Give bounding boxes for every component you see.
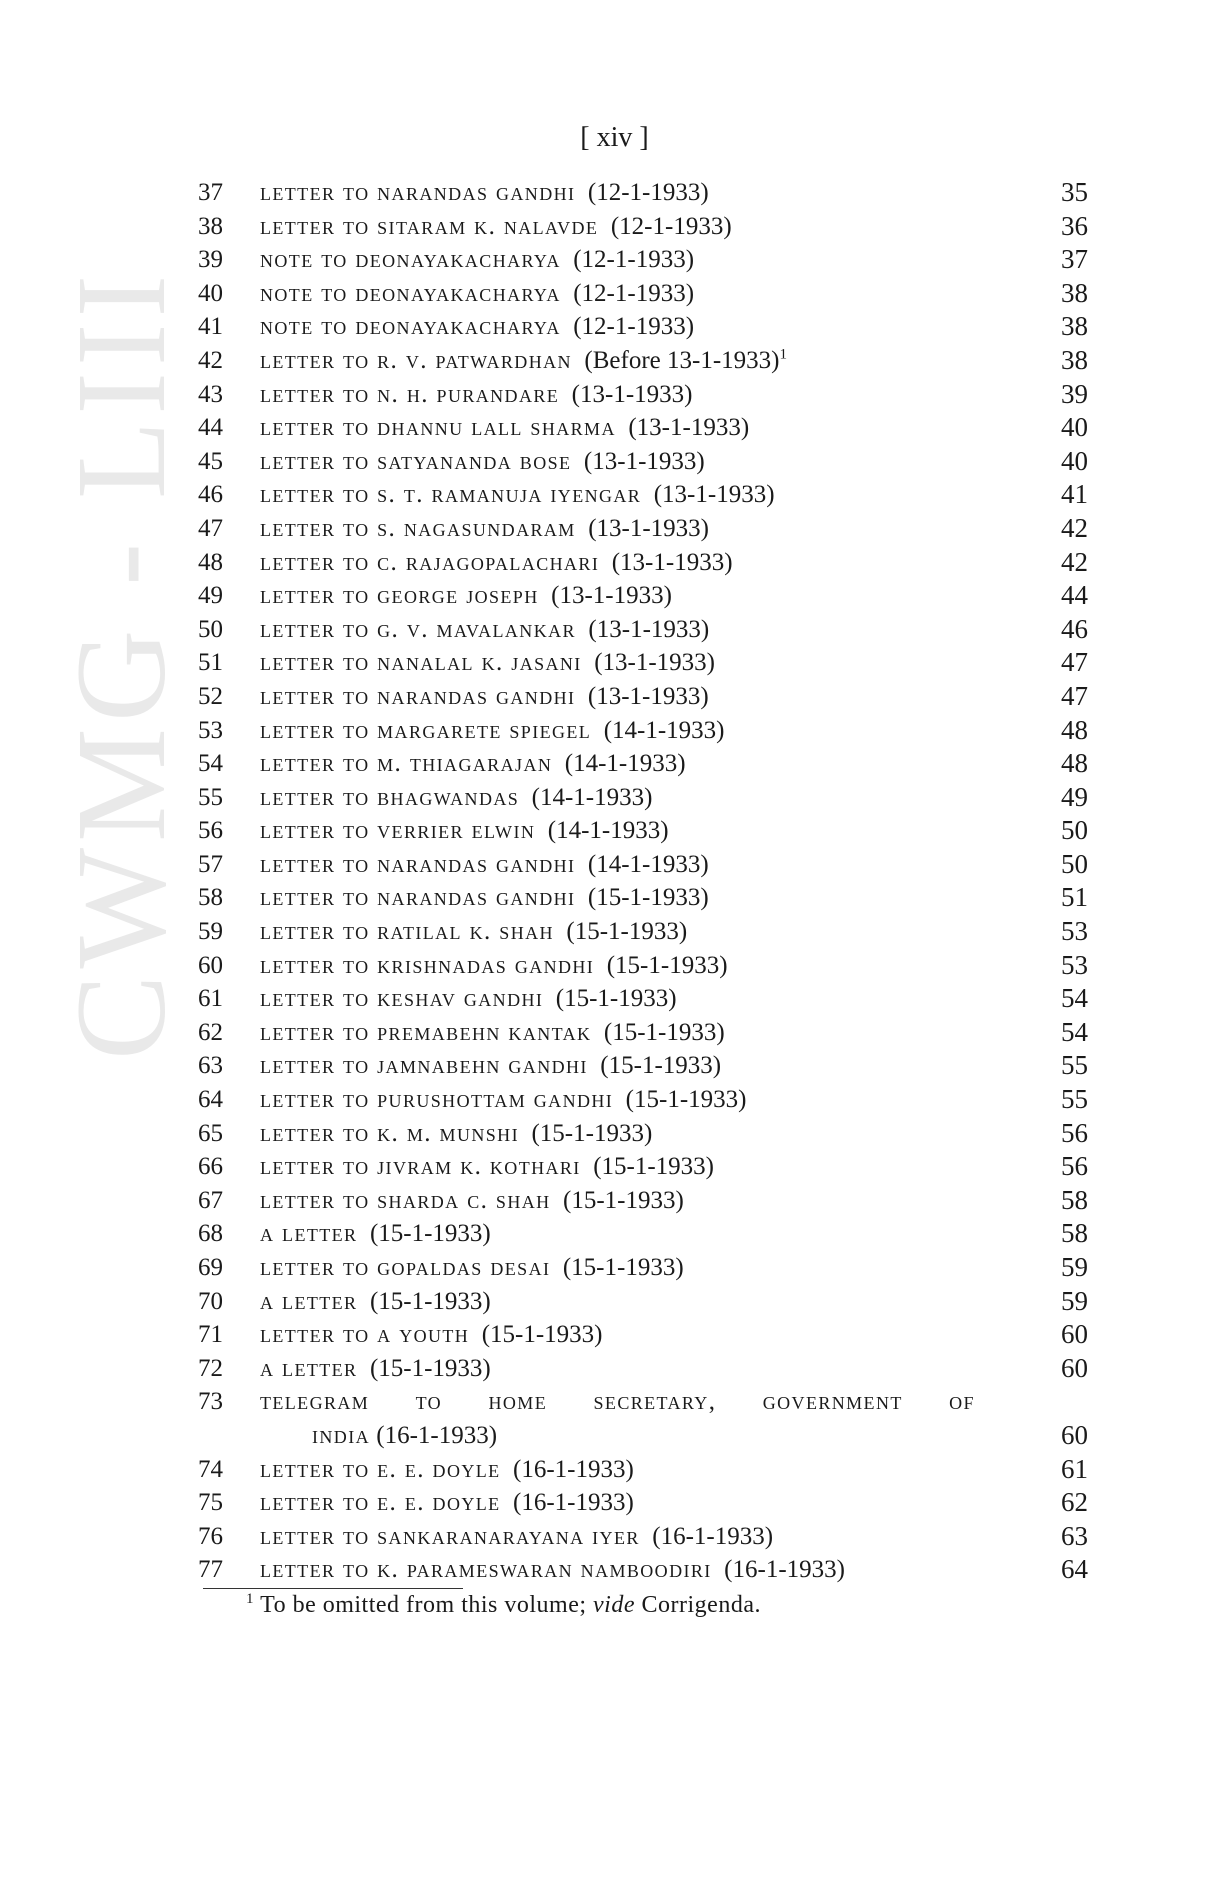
entry-date: (15-1-1933) <box>555 985 677 1013</box>
entry-title-text: letter to k. m. munshi <box>260 1119 519 1147</box>
entry-page: 49 <box>1061 781 1088 812</box>
entry-title <box>260 210 1008 244</box>
contents-entry <box>198 1251 1088 1285</box>
entry-title <box>260 1016 1008 1050</box>
entry-title <box>260 1217 1008 1251</box>
contents-entry <box>198 378 1088 412</box>
entry-title <box>260 982 1008 1016</box>
entry-title <box>260 277 1008 311</box>
entry-number: 44 <box>198 414 223 442</box>
contents-entry <box>198 1117 1088 1151</box>
entry-title <box>260 1553 1008 1587</box>
entry-number: 43 <box>198 380 223 408</box>
entry-date: (15-1-1933) <box>606 951 728 979</box>
entry-number: 48 <box>198 548 223 576</box>
contents-entry <box>198 344 1088 378</box>
contents-entry <box>198 848 1088 882</box>
footnote-reference: 1 <box>779 346 787 363</box>
contents-entry <box>198 1553 1088 1587</box>
entry-page: 64 <box>1061 1554 1088 1585</box>
entry-date: (14-1-1933) <box>564 750 686 778</box>
entry-page: 59 <box>1061 1252 1088 1282</box>
entry-date: (12-1-1933) <box>573 313 695 341</box>
entry-title <box>260 1049 1008 1083</box>
entry-number: 73 <box>198 1388 223 1416</box>
entry-page: 61 <box>1061 1453 1088 1484</box>
entry-date: (15-1-1933) <box>603 1018 725 1046</box>
contents-entry <box>198 781 1088 815</box>
entry-title-word: secretary, <box>593 1388 717 1416</box>
entry-page: 47 <box>1061 680 1088 711</box>
entry-page: 60 <box>1061 1352 1088 1383</box>
entry-number: 64 <box>198 1086 223 1114</box>
contents-entry <box>198 277 1088 311</box>
entry-date: (13-1-1933) <box>594 649 716 677</box>
contents-entry <box>198 1318 1088 1352</box>
entry-title-text: letter to c. rajagopalachari <box>260 548 600 576</box>
contents-entry <box>198 1083 1088 1117</box>
entry-number: 69 <box>198 1254 223 1281</box>
entry-date: (13-1-1933) <box>551 582 672 610</box>
entry-number: 37 <box>198 179 223 206</box>
entry-number: 66 <box>198 1153 223 1181</box>
entry-title <box>260 1385 1008 1452</box>
entry-title-word: of <box>949 1388 975 1416</box>
footnote-text-before: To be omitted from this volume; <box>260 1592 587 1618</box>
entry-date: (13-1-1933) <box>571 380 693 408</box>
entry-title <box>260 915 1008 949</box>
entry-title-word: to <box>415 1388 443 1416</box>
contents-entry <box>198 1385 1088 1452</box>
entry-number: 67 <box>198 1186 223 1214</box>
entry-number: 61 <box>198 985 223 1013</box>
entry-date: (15-1-1933) <box>369 1287 491 1315</box>
entry-number: 40 <box>198 279 223 307</box>
entry-title-text: letter to margarete spiegel <box>260 716 592 744</box>
entry-title-text: letter to narandas gandhi <box>260 179 576 206</box>
entry-page: 53 <box>1061 916 1088 947</box>
entry-date: (12-1-1933) <box>573 279 695 307</box>
entry-date: (16-1-1933) <box>724 1556 845 1584</box>
entry-title-line2 <box>260 1419 1008 1453</box>
entry-date: (16-1-1933) <box>652 1522 774 1550</box>
entry-page: 50 <box>1061 848 1088 879</box>
entry-number: 55 <box>198 783 223 811</box>
entry-title <box>260 176 1008 210</box>
entry-number: 74 <box>198 1455 223 1483</box>
entry-page: 38 <box>1061 311 1088 342</box>
entry-title-text: letter to jivram k. kothari <box>260 1153 581 1181</box>
entry-title-word: telegram <box>260 1388 370 1416</box>
entry-page: 35 <box>1061 177 1088 207</box>
entry-title-word: government <box>762 1388 903 1416</box>
entry-date: (14-1-1933) <box>603 716 725 744</box>
entry-title-word: home <box>488 1388 548 1416</box>
entry-title <box>260 949 1008 983</box>
entry-date: (12-1-1933) <box>587 179 709 206</box>
entry-page: 58 <box>1061 1218 1088 1249</box>
entry-date: (13-1-1933) <box>628 414 750 442</box>
entry-title <box>260 1352 1008 1386</box>
contents-entry <box>198 210 1088 244</box>
entry-title <box>260 478 1008 512</box>
entry-title <box>260 1285 1008 1319</box>
entry-page: 60 <box>1061 1319 1088 1350</box>
entry-title-text: letter to a youth <box>260 1321 470 1349</box>
entry-title-text: letter to premabehn kantak <box>260 1018 592 1046</box>
entry-page: 40 <box>1061 412 1088 443</box>
entry-title <box>260 1486 1008 1520</box>
entry-date: (15-1-1933) <box>566 918 688 946</box>
entry-page: 58 <box>1061 1184 1088 1215</box>
entry-number: 50 <box>198 615 223 643</box>
entry-title-text: letter to gopaldas desai <box>260 1254 551 1281</box>
entry-title-text: letter to n. h. purandare <box>260 380 560 408</box>
contents-entry <box>198 881 1088 915</box>
entry-title <box>260 646 1008 680</box>
entry-date: (15-1-1933) <box>369 1220 491 1248</box>
contents-entry <box>198 1184 1088 1218</box>
entry-title <box>260 714 1008 748</box>
entry-date: (15-1-1933) <box>369 1354 491 1382</box>
entry-title-text: letter to keshav gandhi <box>260 985 544 1013</box>
entry-page: 62 <box>1061 1487 1088 1518</box>
entry-date: (Before 13-1-1933) <box>584 346 780 374</box>
entry-title-text: note to deonayakacharya <box>260 279 561 307</box>
entry-title <box>260 814 1008 848</box>
contents-entry <box>198 1453 1088 1487</box>
entry-date: (12-1-1933) <box>610 212 732 240</box>
contents-entry <box>198 714 1088 748</box>
entry-date: (12-1-1933) <box>573 246 695 274</box>
entry-title <box>260 378 1008 412</box>
entry-number: 49 <box>198 582 223 610</box>
entry-number: 68 <box>198 1220 223 1248</box>
entry-page: 47 <box>1061 647 1088 678</box>
contents-entry <box>198 546 1088 580</box>
entry-page: 36 <box>1061 210 1088 241</box>
watermark: CWMG - LIII <box>50 268 192 1060</box>
entry-date: (13-1-1933) <box>587 682 709 710</box>
entry-title-text: letter to dhannu lall sharma <box>260 414 616 442</box>
footnote-rule <box>203 1588 463 1589</box>
entry-title <box>260 1520 1008 1554</box>
entry-page: 37 <box>1061 244 1088 275</box>
footnote <box>246 1592 761 1619</box>
entry-page: 56 <box>1061 1117 1088 1148</box>
entry-page: 41 <box>1061 479 1088 510</box>
entry-title-text: letter to verrier elwin <box>260 817 536 845</box>
contents-entry <box>198 512 1088 546</box>
entry-page: 51 <box>1061 882 1088 913</box>
entry-date: (16-1-1933) <box>376 1421 498 1449</box>
entry-title <box>260 1184 1008 1218</box>
entry-number: 38 <box>198 212 223 240</box>
contents-entry <box>198 949 1088 983</box>
contents-entry <box>198 310 1088 344</box>
entry-title-text: letter to sitaram k. nalavde <box>260 212 599 240</box>
contents-entry <box>198 747 1088 781</box>
entry-number: 63 <box>198 1052 223 1080</box>
contents-entry <box>198 1150 1088 1184</box>
entry-title-text: note to deonayakacharya <box>260 246 561 274</box>
entry-title-text: letter to jamnabehn gandhi <box>260 1052 588 1080</box>
entry-number: 39 <box>198 246 223 274</box>
entry-number: 42 <box>198 346 223 374</box>
entry-page: 40 <box>1061 445 1088 476</box>
entry-date: (15-1-1933) <box>600 1052 722 1080</box>
entry-title <box>260 579 1008 613</box>
contents-list <box>198 176 1088 1587</box>
entry-page: 54 <box>1061 1016 1088 1047</box>
entry-number: 72 <box>198 1354 223 1382</box>
entry-number: 56 <box>198 817 223 845</box>
entry-title-text: letter to purushottam gandhi <box>260 1086 614 1114</box>
entry-number: 58 <box>198 884 223 912</box>
entry-title-text: letter to narandas gandhi <box>260 850 576 878</box>
entry-page: 48 <box>1061 748 1088 779</box>
entry-number: 51 <box>198 649 223 677</box>
contents-entry <box>198 1486 1088 1520</box>
entry-date: (13-1-1933) <box>588 615 710 643</box>
entry-title-text: letter to s. t. ramanuja iyengar <box>260 481 642 509</box>
entry-title-text: letter to satyananda bose <box>260 447 572 475</box>
entry-page: 55 <box>1061 1050 1088 1081</box>
entry-title-text: letter to e. e. doyle <box>260 1455 501 1483</box>
entry-page: 44 <box>1061 580 1088 611</box>
entry-title-text: letter to sharda c. shah <box>260 1186 551 1214</box>
entry-number: 77 <box>198 1556 223 1584</box>
entry-page: 60 <box>1061 1419 1088 1450</box>
entry-title-line1 <box>260 1385 975 1419</box>
entry-date: (13-1-1933) <box>611 548 733 576</box>
entry-date: (14-1-1933) <box>547 817 669 845</box>
entry-title <box>260 781 1008 815</box>
entry-number: 54 <box>198 750 223 778</box>
entry-number: 71 <box>198 1321 223 1349</box>
entry-date: (15-1-1933) <box>562 1254 684 1281</box>
entry-page: 42 <box>1061 512 1088 543</box>
entry-title-text: letter to e. e. doyle <box>260 1489 501 1517</box>
entry-title <box>260 680 1008 714</box>
entry-page: 54 <box>1061 983 1088 1014</box>
entry-date: (13-1-1933) <box>588 514 709 542</box>
entry-title <box>260 1318 1008 1352</box>
entry-title <box>260 881 1008 915</box>
entry-number: 70 <box>198 1287 223 1315</box>
contents-entry <box>198 613 1088 647</box>
entry-title <box>260 1251 1008 1285</box>
entry-title <box>260 411 1008 445</box>
entry-page: 56 <box>1061 1151 1088 1182</box>
entry-page: 48 <box>1061 714 1088 745</box>
entry-title-text: letter to k. parameswaran namboodiri <box>260 1556 712 1584</box>
entry-number: 53 <box>198 716 223 744</box>
entry-date: (14-1-1933) <box>531 783 653 811</box>
entry-title <box>260 1150 1008 1184</box>
entry-title <box>260 1453 1008 1487</box>
entry-title-text: a letter <box>260 1287 358 1315</box>
entry-number: 52 <box>198 682 223 710</box>
entry-title <box>260 1083 1008 1117</box>
entry-title <box>260 546 1008 580</box>
entry-page: 50 <box>1061 815 1088 846</box>
entry-page: 38 <box>1061 277 1088 308</box>
footnote-text-after: Corrigenda. <box>641 1592 761 1618</box>
entry-number: 65 <box>198 1119 223 1147</box>
entry-title <box>260 445 1008 479</box>
entry-title <box>260 1117 1008 1151</box>
entry-date: (16-1-1933) <box>513 1455 634 1483</box>
entry-title <box>260 310 1008 344</box>
contents-entry <box>198 982 1088 1016</box>
entry-date: (15-1-1933) <box>593 1153 715 1181</box>
entry-number: 45 <box>198 447 223 475</box>
entry-date: (13-1-1933) <box>653 481 775 509</box>
contents-entry <box>198 478 1088 512</box>
entry-number: 59 <box>198 918 223 946</box>
entry-title-text: letter to sankaranarayana iyer <box>260 1522 640 1550</box>
entry-title-text: letter to r. v. patwardhan <box>260 346 572 374</box>
entry-date: (13-1-1933) <box>583 447 705 475</box>
entry-title-text: letter to ratilal k. shah <box>260 918 554 946</box>
entry-title-text: letter to nanalal k. jasani <box>260 649 582 677</box>
entry-title-text: letter to george joseph <box>260 582 539 610</box>
contents-entry <box>198 445 1088 479</box>
entry-title-text: letter to narandas gandhi <box>260 884 576 912</box>
entry-title <box>260 512 1008 546</box>
contents-entry <box>198 1217 1088 1251</box>
entry-page: 63 <box>1061 1520 1088 1551</box>
entry-number: 76 <box>198 1522 223 1550</box>
entry-date: (15-1-1933) <box>531 1119 653 1147</box>
entry-date: (15-1-1933) <box>563 1186 684 1214</box>
entry-number: 57 <box>198 850 223 878</box>
entry-title-text: letter to krishnadas gandhi <box>260 951 595 979</box>
contents-entry <box>198 1285 1088 1319</box>
entry-date: (16-1-1933) <box>513 1489 634 1517</box>
entry-page: 39 <box>1061 378 1088 409</box>
entry-page: 38 <box>1061 344 1088 375</box>
contents-entry <box>198 176 1088 210</box>
entry-date: (15-1-1933) <box>587 884 709 912</box>
entry-title-text: india <box>312 1421 370 1449</box>
entry-title <box>260 613 1008 647</box>
entry-title-text: letter to s. nagasundaram <box>260 514 576 542</box>
entry-date: (14-1-1933) <box>587 850 709 878</box>
entry-number: 41 <box>198 313 223 341</box>
entry-page: 55 <box>1061 1084 1088 1115</box>
footnote-mark: 1 <box>246 1591 254 1607</box>
contents-entry <box>198 1016 1088 1050</box>
contents-entry <box>198 680 1088 714</box>
entry-title-text: letter to bhagwandas <box>260 783 520 811</box>
entry-title-text: letter to g. v. mavalankar <box>260 615 576 643</box>
entry-page: 46 <box>1061 613 1088 644</box>
entry-number: 75 <box>198 1489 223 1517</box>
entry-title-text: note to deonayakacharya <box>260 313 561 341</box>
contents-entry <box>198 1520 1088 1554</box>
contents-entry <box>198 243 1088 277</box>
entry-title <box>260 747 1008 781</box>
entry-number: 47 <box>198 514 223 542</box>
entry-title <box>260 848 1008 882</box>
entry-title-text: a letter <box>260 1220 358 1248</box>
entry-title-text: letter to m. thiagarajan <box>260 750 553 778</box>
contents-entry <box>198 411 1088 445</box>
entry-page: 59 <box>1061 1285 1088 1316</box>
entry-number: 60 <box>198 951 223 979</box>
contents-entry <box>198 579 1088 613</box>
entry-title-text: a letter <box>260 1354 358 1382</box>
entry-title-text: letter to narandas gandhi <box>260 682 576 710</box>
contents-entry <box>198 646 1088 680</box>
contents-entry <box>198 1049 1088 1083</box>
contents-entry <box>198 814 1088 848</box>
page-number: [ xiv ] <box>580 122 649 153</box>
contents-entry <box>198 1352 1088 1386</box>
entry-title <box>260 344 1008 378</box>
entry-page: 42 <box>1061 546 1088 577</box>
entry-title <box>260 243 1008 277</box>
entry-date: (15-1-1933) <box>481 1321 603 1349</box>
contents-entry <box>198 915 1088 949</box>
footnote-italic: vide <box>593 1592 636 1618</box>
entry-page: 53 <box>1061 949 1088 980</box>
entry-number: 46 <box>198 481 223 509</box>
entry-number: 62 <box>198 1018 223 1046</box>
entry-date: (15-1-1933) <box>625 1086 747 1114</box>
